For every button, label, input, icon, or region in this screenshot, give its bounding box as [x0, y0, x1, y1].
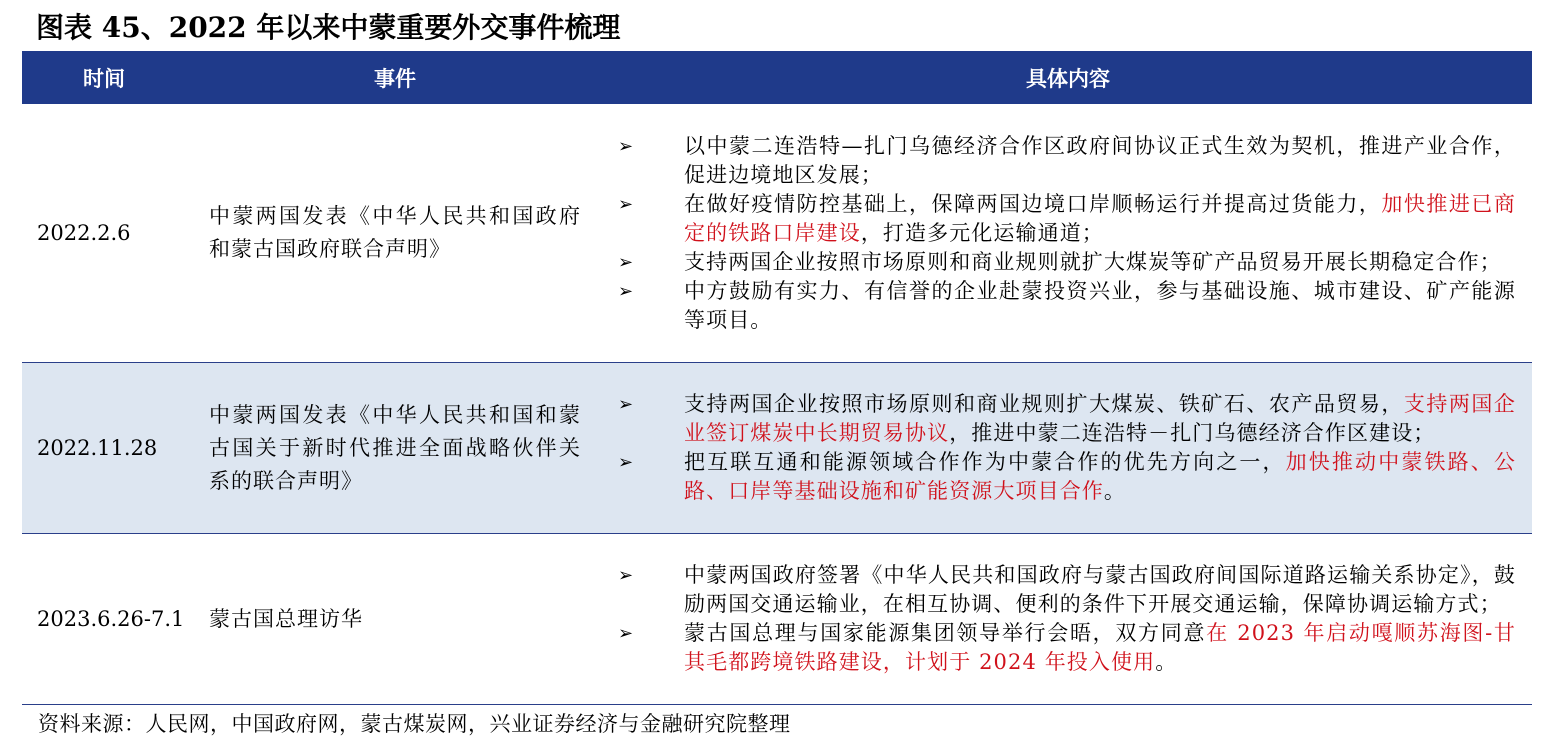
- table-row: [22, 363, 1532, 534]
- row-time: 2022.11.28: [37, 436, 158, 460]
- arrow-bullet-icon: ➢: [618, 193, 635, 215]
- row-time: 2022.2.6: [37, 221, 131, 245]
- highlighted-text: 支持两国企业签订煤炭中长期贸易协议: [684, 392, 1516, 445]
- text-segment: 。: [1103, 479, 1127, 503]
- row-event: [186, 104, 604, 362]
- text-segment: 把互联互通和能源领域合作作为中蒙合作的优先方向之一，: [684, 450, 1286, 474]
- arrow-bullet-icon: ➢: [618, 280, 635, 302]
- text-segment: ，推进中蒙二连浩特－扎门乌德经济合作区建设；: [949, 421, 1436, 445]
- bullet-item: [618, 448, 1532, 506]
- bullet-item: [618, 619, 1532, 677]
- row-content: [604, 363, 1532, 533]
- arrow-bullet-icon: ➢: [618, 251, 635, 273]
- bullet-item: [618, 132, 1532, 190]
- row-event-text: 蒙古国总理访华: [209, 606, 363, 631]
- bullet-list: [604, 561, 1532, 677]
- row-content: [604, 534, 1532, 704]
- table-row: [22, 104, 1532, 363]
- events-table: [22, 51, 1532, 705]
- source-note: 资料来源：人民网，中国政府网，蒙古煤炭网，兴业证券经济与金融研究院整理: [38, 712, 791, 736]
- bullet-text: [684, 190, 1532, 248]
- text-segment: 蒙古国总理与国家能源集团领导举行会晤，双方同意: [684, 621, 1207, 645]
- row-event: [186, 534, 604, 704]
- bullet-item: [618, 277, 1532, 335]
- bullet-item: [618, 248, 1532, 277]
- bullet-item: [618, 390, 1532, 448]
- bullet-list: [604, 390, 1532, 506]
- arrow-bullet-icon: ➢: [618, 623, 635, 644]
- text-segment: ，打造多元化运输通道；: [860, 220, 1104, 245]
- text-segment: 在做好疫情防控基础上，保障两国边境口岸顺畅运行并提高过货能力，: [684, 191, 1382, 216]
- bullet-item: [618, 190, 1532, 248]
- bullet-list: [604, 132, 1532, 335]
- highlighted-text: 加快推进已商定的铁路口岸建设: [684, 191, 1516, 245]
- arrow-bullet-icon: ➢: [618, 394, 635, 415]
- header-event: 事件: [374, 66, 416, 91]
- bullet-text: [684, 561, 1532, 619]
- text-segment: 。: [1155, 650, 1178, 674]
- header-content: 具体内容: [1026, 66, 1110, 91]
- text-segment: 以中蒙二连浩特—扎门乌德经济合作区政府间协议正式生效为契机，推进产业合作，促进边境地区发展；: [684, 133, 1516, 187]
- arrow-bullet-icon: ➢: [618, 135, 635, 157]
- header-time: 时间: [83, 66, 125, 91]
- row-event-text: 中蒙两国发表《中华人民共和国政府和蒙古国政府联合声明》: [209, 204, 581, 261]
- arrow-bullet-icon: ➢: [618, 452, 635, 473]
- table-row: [22, 534, 1532, 705]
- bullet-text: [684, 132, 1532, 190]
- row-event-text: 中蒙两国发表《中华人民共和国和蒙古国关于新时代推进全面战略伙伴关系的联合声明》: [209, 402, 581, 493]
- bullet-item: [618, 561, 1532, 619]
- row-content: [604, 104, 1532, 362]
- text-segment: 中蒙两国政府签署《中华人民共和国政府与蒙古国政府间国际道路运输关系协定》，鼓励两国交通运输业，在相互协调、便利的条件下开展交通运输，保障协调运输方式；: [684, 563, 1516, 616]
- highlighted-text: 加快推动中蒙铁路、公路、口岸等基础设施和矿能资源大项目合作: [684, 450, 1516, 503]
- page-title: 图表 45、2022 年以来中蒙重要外交事件梳理: [36, 11, 621, 44]
- bullet-text: [684, 277, 1532, 335]
- row-event: [186, 363, 604, 533]
- bullet-text: [684, 248, 1532, 277]
- bullet-text: [684, 448, 1532, 506]
- row-time: 2023.6.26-7.1: [37, 607, 185, 631]
- bullet-text: [684, 619, 1532, 677]
- highlighted-text: 在 2023 年启动嘎顺苏海图-甘其毛都跨境铁路建设，计划于 2024 年投入使用: [684, 621, 1516, 674]
- arrow-bullet-icon: ➢: [618, 565, 635, 586]
- text-segment: 支持两国企业按照市场原则和商业规则就扩大煤炭等矿产品贸易开展长期稳定合作；: [684, 249, 1502, 274]
- text-segment: 支持两国企业按照市场原则和商业规则扩大煤炭、铁矿石、农产品贸易，: [684, 392, 1404, 416]
- bullet-text: [684, 390, 1532, 448]
- text-segment: 中方鼓励有实力、有信誉的企业赴蒙投资兴业，参与基础设施、城市建设、矿产能源等项目。: [684, 278, 1516, 332]
- table-header: [22, 51, 1532, 104]
